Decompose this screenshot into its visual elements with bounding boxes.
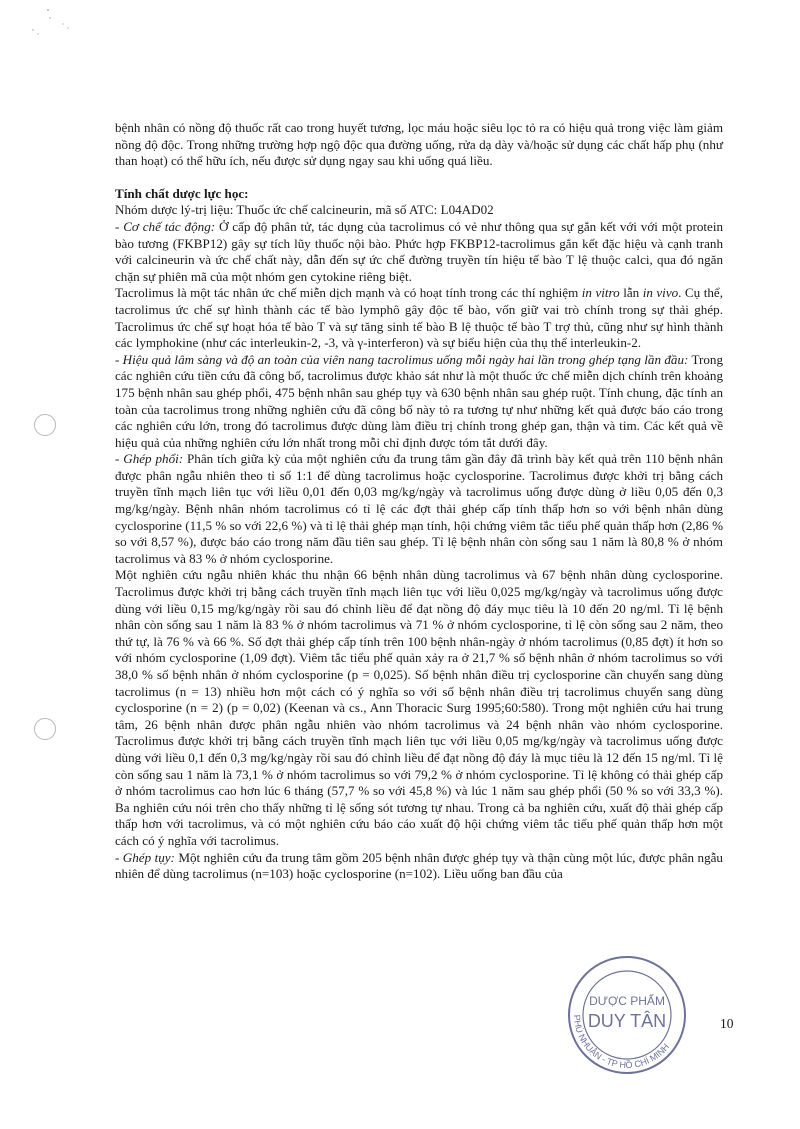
lung-label: - Ghép phổi: (115, 451, 184, 467)
in-vitro-term: in vitro (581, 285, 620, 301)
lung-paragraph (115, 451, 723, 567)
stamp-org: DƯỢC PHẨM (589, 994, 665, 1008)
pancreas-label: - Ghép tụy: (115, 849, 175, 865)
efficacy-paragraph (115, 352, 723, 452)
mechanism-text: Ở cấp độ phân tử, tác dụng của tacrolimus có vẻ như thông qua sự gắn kết với với một protein bào tương (FKBP12) gây sự tích lũy thuốc nội bào. Phức hợp FKBP12-tacrolimus gắn kết đặc hiệu và cạnh tranh với calcineurin và ức chế chất này, dẫn đến sự ức chế đường truyền tín hiệu tế bào T lệ thuộc calci, qua đó ngăn chặn sự phiên mã của một nhóm gen cytokine riêng biệt. (115, 218, 723, 284)
document-body (115, 120, 723, 883)
lung-paragraph-2: Một nghiên cứu ngẫu nhiên khác thu nhận 66 bệnh nhân dùng tacrolimus và 67 bệnh nhân dùng cyclosporine. Tacrolimus được khởi trị bằng cách truyền tĩnh mạch liên tục với liều 0,025 mg/kg/ngày và tacrolimus uống được dùng với liều 0,15 mg/kg/ngày rồi sau đó chỉnh liều để đạt nồng độ đáy mục tiêu là 10 đến 20 ng/ml. Tỉ lệ bệnh nhân còn sống sau 1 năm là 83 % ở nhóm tacrolimus và 71 % ở nhóm cyclosporine, tỉ lệ còn sống sau 2 năm, theo thứ tự, là 76 % và 66 %. Số đợt thải ghép cấp tính trên 100 bệnh nhân-ngày ở nhóm tacrolimus (0,85 đợt) ít hơn so với nhóm cyclosporine (1,09 đợt). Viêm tắc tiểu phế quản xảy ra ở 21,7 % số bệnh nhân ở nhóm tacrolimus so với 38,0 % số bệnh nhân ở nhóm cyclosporine (p = 0,025). Số bệnh nhân điều trị cyclosporine cần chuyển sang dùng tacrolimus (n = 13) nhiều hơn một cách có ý nghĩa so với số bệnh nhân điều trị tacrolimus chuyển sang dùng cyclosporine (n = 2) (p = 0,02) (Keenan và cs., Ann Thoracic Surg 1995;60:580). Trong một nghiên cứu hai trung tâm, 26 bệnh nhân được phân ngẫu nhiên vào nhóm tacrolimus và 24 bệnh nhân vào nhóm cyclosporine. Tacrolimus được khởi trị bằng cách truyền tĩnh mạch liên tục với liều 0,05 mg/kg/ngày và tacrolimus uống được dùng với liều 0,1 đến 0,3 mg/kg/ngày rồi sau đó chỉnh liều để đạt nồng độ đáy là mục tiêu là 12 đến 15 ng/ml. Tỉ lệ còn sống sau 1 năm là 73,1 % ở nhóm tacrolimus so với 79,2 % ở nhóm cyclosporine. Tỉ lệ không có thải ghép cấp ở nhóm tacrolimus cao hơn lúc 6 tháng (57,7 % so với 45,8 %) và lúc 1 năm sau ghép phổi (50 % so với 33,3 %). Ba nghiên cứu nói trên cho thấy những tỉ lệ sống sót tương tự nhau. Trong cả ba nghiên cứu, xuất độ thải ghép cấp thấp hơn với tacrolimus, và có một nghiên cứu báo cáo xuất độ hội chứng viêm tắc tiểu phế quản thấp hơn một cách có ý nghĩa với tacrolimus. (115, 567, 723, 848)
stamp-ring-path-text: PHÚ NHUẬN - TP HỒ CHÍ MINH (571, 1014, 672, 1071)
lung-text: Phân tích giữa kỳ của một nghiên cứu đa trung tâm gần đây đã trình bày kết quả trên 110 bệnh nhân được phân ngẫu nhiên theo tỉ số 1:1 để dùng tacrolimus hoặc cyclosporine. Tacrolimus được khởi trị bằng cách truyền tĩnh mạch liên tục với liều 0,01 đến 0,03 mg/kg/ngày và tacrolimus uống được dùng ở liều 0,05 đến 0,3 mg/kg/ngày. Bệnh nhân nhóm tacrolimus có tỉ lệ các đợt thải ghép cấp tính thấp hơn so với bệnh nhân dùng cyclosporine (11,5 % so với 22,6 %) và tỉ lệ thải ghép mạn tính, hội chứng viêm tắc tiểu phế quản thấp hơn (2,86 % so với 8,57 %), được báo cáo trong năm đầu tiên sau ghép. Tỉ lệ bệnh nhân còn sống sau 1 năm là 80,8 % ở nhóm tacrolimus và 83 % ở nhóm cyclosporine. (115, 451, 723, 566)
in-vivo-term: in vivo (642, 285, 679, 301)
company-seal-stamp (552, 955, 702, 1075)
page-number: 10 (720, 1016, 734, 1031)
activity-text-3: . Cụ thể, tacrolimus ức chế sự hình thành các tế bào lymphô gây độc tế bào, vốn giữ vai trò chính trong sự thải ghép. Tacrolimus ức chế sự hoạt hóa tế bào T và sự tăng sinh tế bào B lệ thuộc tế bào T trợ thủ, cũng như sự hình thành các lymphokine (như các interleukin-2, -3, và γ-interferon) và sự biểu hiện của thụ thể interleukin-2. (115, 285, 723, 351)
section-heading: Tính chất dược lực học: (115, 185, 249, 201)
efficacy-label: - Hiệu quả lâm sàng và độ an toàn của viên nang tacrolimus uống mỗi ngày hai lần trong ghép tạng lần đầu: (115, 351, 689, 367)
efficacy-text: Trong các nghiên cứu tiền cứu đã công bố, tacrolimus được khảo sát như là một thuốc ức chế miễn dịch chính trên khoảng 175 bệnh nhân sau ghép phổi, 475 bệnh nhân sau ghép tụy và 630 bệnh nhân sau ghép ruột. Tính chung, đặc tính an toàn của tacrolimus trong những nghiên cứu đã công bố này tỏ ra tương tự như những kết quả được báo cáo trong các nghiên cứu lớn, trong đó tacrolimus được dùng làm điều trị chính trong ghép gan, thận và tim. Các kết quả về hiệu quả của những nghiên cứu lớn nhất trong mỗi chỉ định được tóm tắt dưới đây. (115, 351, 723, 450)
punch-hole-bottom (34, 718, 56, 740)
pancreas-paragraph (115, 850, 723, 883)
pharmacotherapeutic-group: Nhóm dược lý-trị liệu: Thuốc ức chế calcineurin, mã số ATC: L04AD02 (115, 202, 494, 218)
scan-specks (28, 6, 78, 46)
activity-paragraph (115, 285, 723, 351)
activity-text-1: Tacrolimus là một tác nhân ức chế miễn dịch mạnh và có hoạt tính trong các thí nghiệm (115, 285, 582, 301)
mechanism-paragraph (115, 219, 723, 285)
pancreas-text: Một nghiên cứu đa trung tâm gồm 205 bệnh nhân được ghép tụy và thận cùng một lúc, được phân ngẫu nhiên để dùng tacrolimus (n=103) hoặc cyclosporine (n=102). Liều uống ban đầu của (115, 849, 723, 882)
punch-hole-top (34, 414, 56, 436)
activity-text-2: lẫn (619, 285, 643, 301)
mechanism-label: - Cơ chế tác động: (115, 218, 216, 234)
stamp-name: DUY TÂN (587, 1011, 667, 1031)
intro-paragraph: bệnh nhân có nồng độ thuốc rất cao trong huyết tương, lọc máu hoặc siêu lọc tỏ ra có hiệu quả trong việc làm giảm nồng độ độc. Trong những trường hợp ngộ độc qua đường uống, rửa dạ dày và/hoặc sử dụng các chất hấp phụ (như than hoạt) có thể hữu ích, nếu được sử dụng ngay sau khi uống quá liều. (115, 120, 723, 169)
